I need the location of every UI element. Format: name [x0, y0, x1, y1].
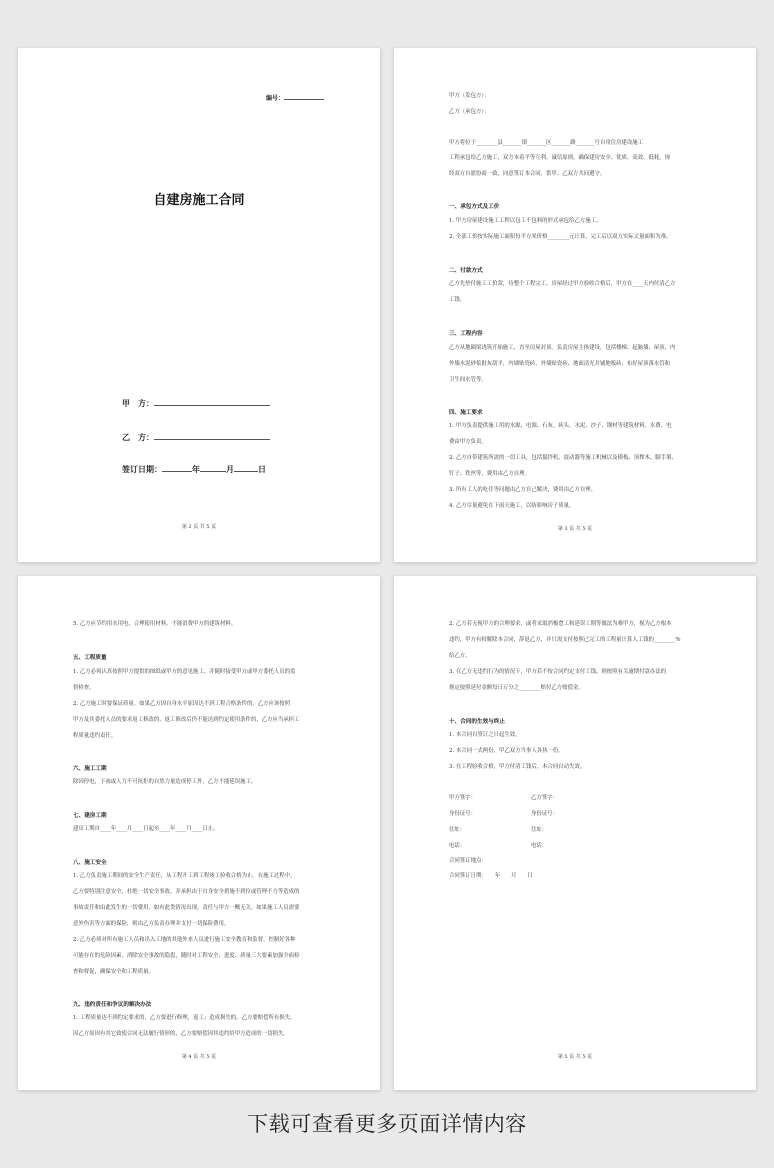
party-b-field	[122, 432, 270, 443]
download-caption: 下载可查看更多页面详情内容	[247, 1112, 527, 1136]
paragraph-line: 1. 甲方房屋建设施工工程以包工不包料的形式承包给乙方施工。	[449, 218, 602, 224]
document-title: 自建房施工合同	[153, 193, 245, 208]
paragraph-line: 规定按照延付金额每日万分之________赔付乙方赔偿金。	[449, 685, 584, 691]
paragraph-line: 2. 乙方必须对所有施工人员和出入工地的其他外来人员进行施工安全教育和监督，控制好各种	[73, 937, 296, 943]
day-label: 日	[258, 465, 266, 474]
paragraph-line: 卫生间水管等。	[449, 377, 487, 383]
paragraph-line: 查和督促，确保安全和工程质量。	[73, 969, 154, 975]
paragraph-line: 甲方及其委托人员的要求返工修改的，返工修改后仍不能达到约定使用条件的，乙方应当承担工	[73, 717, 300, 723]
section-heading: 四、施工要求	[449, 410, 483, 416]
party-b-signature: 乙方签字：	[531, 795, 558, 801]
paragraph-line: 1. 工程质量达不到约定要求的，乙方要进行修理，返工；造成损失的，乙方要赔偿所有损失。	[73, 1015, 296, 1021]
month-label: 月	[226, 465, 234, 474]
party-a-field	[122, 398, 270, 409]
paragraph-line: 3. 所有工人的吃住等问题由乙方自己解决，费用由乙方自理。	[449, 487, 597, 493]
party-b-address: 住址：	[531, 827, 548, 833]
signing-place: 合同签订地点：	[449, 858, 487, 864]
paragraph-line: 3. 在工程验收合格，甲方付清工钱后，本合同自动失效。	[449, 764, 586, 770]
section-heading: 二、付款方式	[449, 268, 483, 274]
section-heading: 六、施工工期	[73, 766, 107, 772]
section-heading: 八、施工安全	[73, 860, 107, 866]
page-number: 第 3 页 共 5 页	[557, 526, 593, 532]
paragraph-line: 除因停电，下雨或人力不可抗拒的自然力量造成停工外，乙方不能延误施工。	[73, 779, 257, 785]
cover-page	[18, 48, 380, 562]
party-a-signature: 甲方签字：	[449, 795, 476, 801]
party-a-address: 住址：	[449, 827, 466, 833]
paragraph-line: 违约，甲方有权解除本合同，辞退乙方，并只需支付按照已完工的工程量计算人工钱的________%	[449, 637, 681, 643]
paragraph-line: 乙方从地圈梁浇筑开始施工，直至房屋封顶。负责房屋主体建设，包括楼梯、起脑墙、屋顶、内	[449, 345, 676, 351]
party-b-label: 乙 方：	[122, 433, 154, 442]
contract-number-field	[266, 93, 324, 102]
paragraph-line: 1. 甲方负责提供施工用的水源、电源、石灰、砖头、水泥、沙子、钢材等建筑材料，水费、电	[449, 423, 672, 429]
party-a-id-number: 身份证号：	[449, 811, 476, 817]
year-label: 年	[192, 465, 200, 474]
paragraph-line: 2. 乙方若无视甲方的合理要求，或者采取消极怠工和延误工期等做法为难甲方，视为乙方根本	[449, 621, 672, 627]
page-number: 第 2 页 共 5 页	[181, 524, 217, 530]
paragraph-line: 因乙方原因有其它致使合同无法履行情形的，乙方要赔偿因其违约给甲方造成的一切损失。	[73, 1031, 289, 1037]
paragraph-line: 甲方将位于________县_______镇_______区_______路_______号自用住房建设施工	[449, 140, 644, 146]
section-heading: 三、工程内容	[449, 331, 483, 337]
section-heading: 九、违约责任和争议的解决办法	[73, 1002, 152, 1008]
signing-date: 合同签订日期： 年 月 日	[449, 873, 533, 879]
paragraph-line: 给乙方。	[449, 653, 471, 659]
paragraph-line: 意外伤害等方面的保险，则由乙方负责办理并支付一切保险费用。	[73, 921, 230, 927]
paragraph-line: 经双方自愿协商一致，同意签订本合同，供甲、乙双方共同遵守。	[449, 171, 606, 177]
paragraph-line: 1. 乙方必须认真按照甲方提供的图纸或甲方的意见施工，并随时接受甲方或甲方委托人员的监	[73, 669, 296, 675]
paragraph-line: 2. 全部工价按实际施工面积每平方米价格________元计算，完工后以双方实际丈量面积为准。	[449, 234, 672, 240]
paragraph-line: 5. 乙方应节约用水用电，合理使用材料，不能浪费甲方的建筑材料。	[73, 621, 237, 627]
party-a-label: 甲 方：	[122, 399, 154, 408]
paragraph-line: 乙方要特别注意安全，杜绝一切安全事故，并承担由于自身安全措施不到位或管理不力等造成的	[73, 889, 300, 895]
party-b-id-number: 身份证号：	[531, 811, 558, 817]
section-heading: 十、合同的生效与终止	[449, 719, 505, 725]
paragraph-line: 1. 乙方负责施工期间的安全生产责任，从工程开工到工程竣工验收合格为止。在施工过程中，	[73, 873, 296, 879]
section-heading: 五、工程质量	[73, 655, 107, 661]
paragraph-line: 4. 乙方尽量避免在下雨天施工，以防影响房子质量。	[449, 503, 575, 509]
paragraph-line: 工程承包给乙方施工，双方本着平等互利、诚信原则，确保建房安全、优质、高效、低耗，规	[449, 155, 671, 161]
party-b-line: 乙方（承包方）：	[449, 109, 490, 115]
party-b-phone: 电话：	[531, 843, 548, 849]
party-a-phone: 电话：	[449, 843, 466, 849]
contract-number-label: 编号：	[266, 95, 285, 102]
page-number: 第 5 页 共 5 页	[557, 1054, 593, 1060]
paragraph-line: 1. 本合同自签订之日起生效。	[449, 732, 521, 738]
section-heading: 一、承包方式及工价	[449, 204, 500, 210]
paragraph-line: 2. 乙方施工时要保证质量。如果乙方因自身水平原因达不到工程合格条件的，乙方应该按照	[73, 701, 291, 707]
paragraph-line: 外墙水泥砂浆批灰刮平，内墙贴瓷砖、外墙贴瓷砖、地面清光并铺地板砖，布好屋顶落水管和	[449, 361, 671, 367]
paragraph-line: 可能存在的危险因素，消除安全事故的隐患，随时对工程安全、进度、质量三大要素加强全面检	[73, 953, 300, 959]
section-heading: 七、建房工期	[73, 813, 107, 819]
party-a-line: 甲方（发包方）：	[449, 93, 490, 99]
contract-page-3	[394, 48, 756, 562]
paragraph-line: 2. 本合同一式两份，甲乙双方当事人各执一份。	[449, 748, 564, 754]
paragraph-line: 事故责任和由此发生的一切费用，如有此类情况出现，责任与甲方一概无关。如果施工人员需要	[73, 905, 300, 911]
paragraph-line: 费由甲方负责。	[449, 439, 487, 445]
paragraph-line: 建房工期自____年____月____日起至____年____月____日止。	[73, 826, 219, 832]
paragraph-line: 2. 乙方自带建筑所需的一切工具，包括搅拌机、震动器等施工机械以及模板、顶撑木、脚手架、	[449, 455, 677, 461]
paragraph-line: 钉子、铁丝等，费用由乙方自理。	[449, 471, 530, 477]
sign-date-field	[122, 464, 266, 475]
contract-page-5	[394, 576, 756, 1090]
paragraph-line: 乙方先垫付施工工价款，待整个工程完工，房屋经过甲方验收合格后，甲方在____天内付清乙方	[449, 281, 676, 287]
paragraph-line: 3. 在乙方无违约行为的情况下，甲方若不按合同约定支付工钱，则按照有关逾期付款办法的	[449, 669, 667, 675]
page-number: 第 4 页 共 5 页	[181, 1054, 217, 1060]
contract-page-4	[18, 576, 380, 1090]
sign-date-label: 签订日期：	[122, 465, 162, 474]
paragraph-line: 程质量违约责任。	[73, 733, 117, 739]
paragraph-line: 督检查。	[73, 685, 95, 691]
paragraph-line: 工钱。	[449, 297, 466, 303]
